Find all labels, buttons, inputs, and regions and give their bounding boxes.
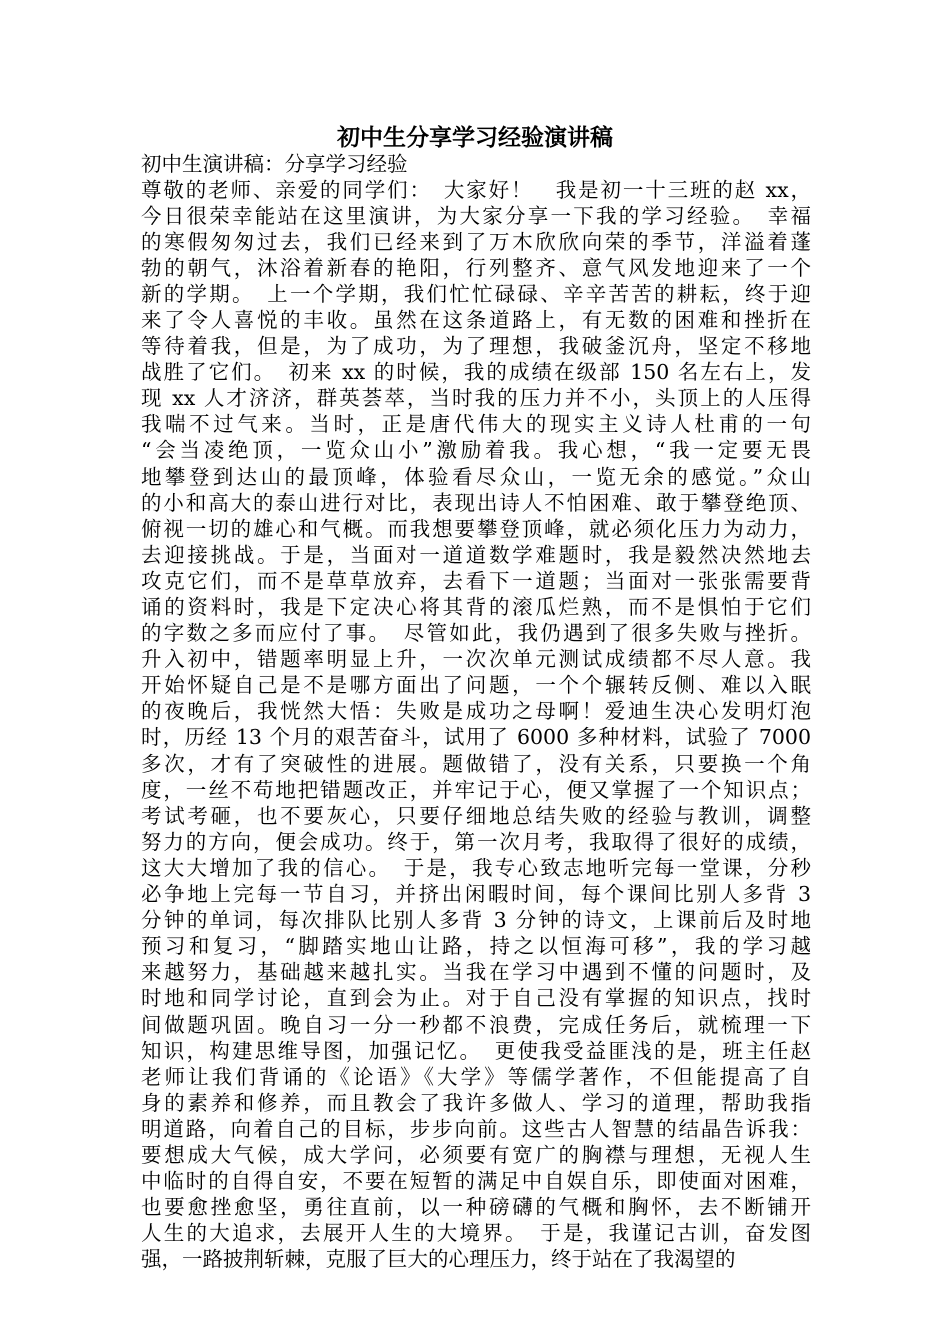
body-text-line: 知识，构建思维导图，加强记忆。 更使我受益匪浅的是，班主任赵	[141, 1038, 811, 1063]
body-text-line: 强，一路披荆斩棘，克服了巨大的心理压力，终于站在了我渴望的	[141, 1247, 736, 1272]
body-text-line: 老师让我们背诵的《论语》《大学》等儒学著作，不但能提高了自	[141, 1064, 811, 1089]
document-title: 初中生分享学习经验演讲稿	[337, 125, 613, 151]
body-text-line: 我喘不过气来。当时，正是唐代伟大的现实主义诗人杜甫的一句	[141, 412, 811, 437]
body-text-line: 诵的资料时，我是下定决心将其背的滚瓜烂熟，而不是惧怕于它们	[141, 595, 811, 619]
body-text-line: 新的学期。 上一个学期，我们忙忙碌碌、辛辛苦苦的耕耘，终于迎	[141, 281, 811, 306]
body-text-line: 中临时的自得自安，不要在短暂的满足中自娱自乐，即使面对困难，	[141, 1169, 811, 1194]
document-subtitle: 初中生演讲稿：分享学习经验	[141, 152, 408, 176]
document-body	[141, 177, 811, 1273]
body-text-line: 开始怀疑自己是不是哪方面出了问题，一个个辗转反侧、难以入眠	[141, 673, 811, 698]
body-text-line: 地攀登到达山的最顶峰，体验看尽众山，一览无余的感觉。”众山	[141, 464, 811, 489]
body-text-line: 尊敬的老师、亲爱的同学们： 大家好！ 我是初一十三班的赵 xx，	[141, 177, 811, 202]
body-text-line: 身的素养和修养，而且教会了我许多做人、学习的道理，帮助我指	[141, 1090, 811, 1115]
body-text-line: 现 xx 人才济济，群英荟萃，当时我的压力并不小，头顶上的人压得	[141, 386, 811, 411]
body-text-line: 努力的方向，便会成功。终于，第一次月考，我取得了很好的成绩，	[141, 829, 811, 854]
body-text-line: 战胜了它们。 初来 xx 的时候，我的成绩在级部 150 名左右上，发	[141, 360, 811, 385]
body-text-line: 的寒假匆匆过去，我们已经来到了万木欣欣向荣的季节，洋溢着蓬	[141, 229, 811, 254]
body-text-line: 时地和同学讨论，直到会为止。对于自己没有掌握的知识点，找时	[141, 986, 811, 1011]
body-text-line: 度，一丝不苟地把错题改正，并牢记于心，便又掌握了一个知识点；	[141, 777, 811, 802]
body-text-line: 明道路，向着自己的目标，步步向前。这些古人智慧的结晶告诉我：	[141, 1116, 811, 1141]
body-text-line: 也要愈挫愈坚，勇往直前，以一种磅礴的气概和胸怀，去不断铺开	[141, 1195, 811, 1220]
body-text-line: 的字数之多而应付了事。 尽管如此，我仍遇到了很多失败与挫折。	[141, 621, 811, 646]
body-text-line: 等待着我，但是，为了成功，为了理想，我破釜沉舟，坚定不移地	[141, 334, 811, 359]
body-text-line: 预习和复习，“脚踏实地山让路，持之以恒海可移”，我的学习越	[141, 934, 811, 959]
body-text-line: 分钟的单词，每次排队比别人多背 3 分钟的诗文，上课前后及时地	[141, 908, 811, 933]
body-text-line: 多次，才有了突破性的进展。题做错了，没有关系，只要换一个角	[141, 751, 811, 776]
body-text-line: “会当凌绝顶，一览众山小”激励着我。我心想，“我一定要无畏	[141, 438, 811, 463]
body-text-line: 来越努力，基础越来越扎实。当我在学习中遇到不懂的问题时，及	[141, 960, 811, 985]
body-text-line: 勃的朝气，沐浴着新春的艳阳，行列整齐、意气风发地迎来了一个	[141, 255, 811, 280]
body-text-line: 要想成大气候，成大学问，必须要有宽广的胸襟与理想，无视人生	[141, 1142, 811, 1167]
body-text-line: 升入初中，错题率明显上升，一次次单元测试成绩都不尽人意。我	[141, 647, 811, 672]
body-text-line: 的夜晚后，我恍然大悟：失败是成功之母啊！爱迪生决心发明灯泡	[141, 699, 811, 724]
body-text-line: 攻克它们，而不是草草放弃，去看下一道题；当面对一张张需要背	[141, 568, 811, 593]
body-text-line: 来了令人喜悦的丰收。虽然在这条道路上，有无数的困难和挫折在	[141, 307, 811, 332]
body-text-line: 去迎接挑战。于是，当面对一道道数学难题时，我是毅然决然地去	[141, 542, 811, 567]
body-text-line: 人生的大追求，去展开人生的大境界。 于是，我谨记古训，奋发图	[141, 1221, 811, 1246]
body-text-line: 必争地上完每一节自习，并挤出闲暇时间，每个课间比别人多背 3	[141, 882, 811, 907]
body-text-line: 这大大增加了我的信心。 于是，我专心致志地听完每一堂课，分秒	[141, 855, 811, 880]
body-text-line: 的小和高大的泰山进行对比，表现出诗人不怕困难、敢于攀登绝顶、	[141, 490, 811, 515]
body-text-line: 俯视一切的雄心和气概。而我想要攀登顶峰，就必须化压力为动力，	[141, 516, 811, 541]
body-text-line: 今日很荣幸能站在这里演讲，为大家分享一下我的学习经验。 幸福	[141, 203, 811, 228]
body-text-line: 考试考砸，也不要灰心，只要仔细地总结失败的经验与教训，调整	[141, 803, 811, 828]
body-text-line: 时，历经 13 个月的艰苦奋斗，试用了 6000 多种材料，试验了 7000	[141, 725, 811, 750]
body-text-line: 间做题巩固。晚自习一分一秒都不浪费，完成任务后，就梳理一下	[141, 1012, 811, 1037]
